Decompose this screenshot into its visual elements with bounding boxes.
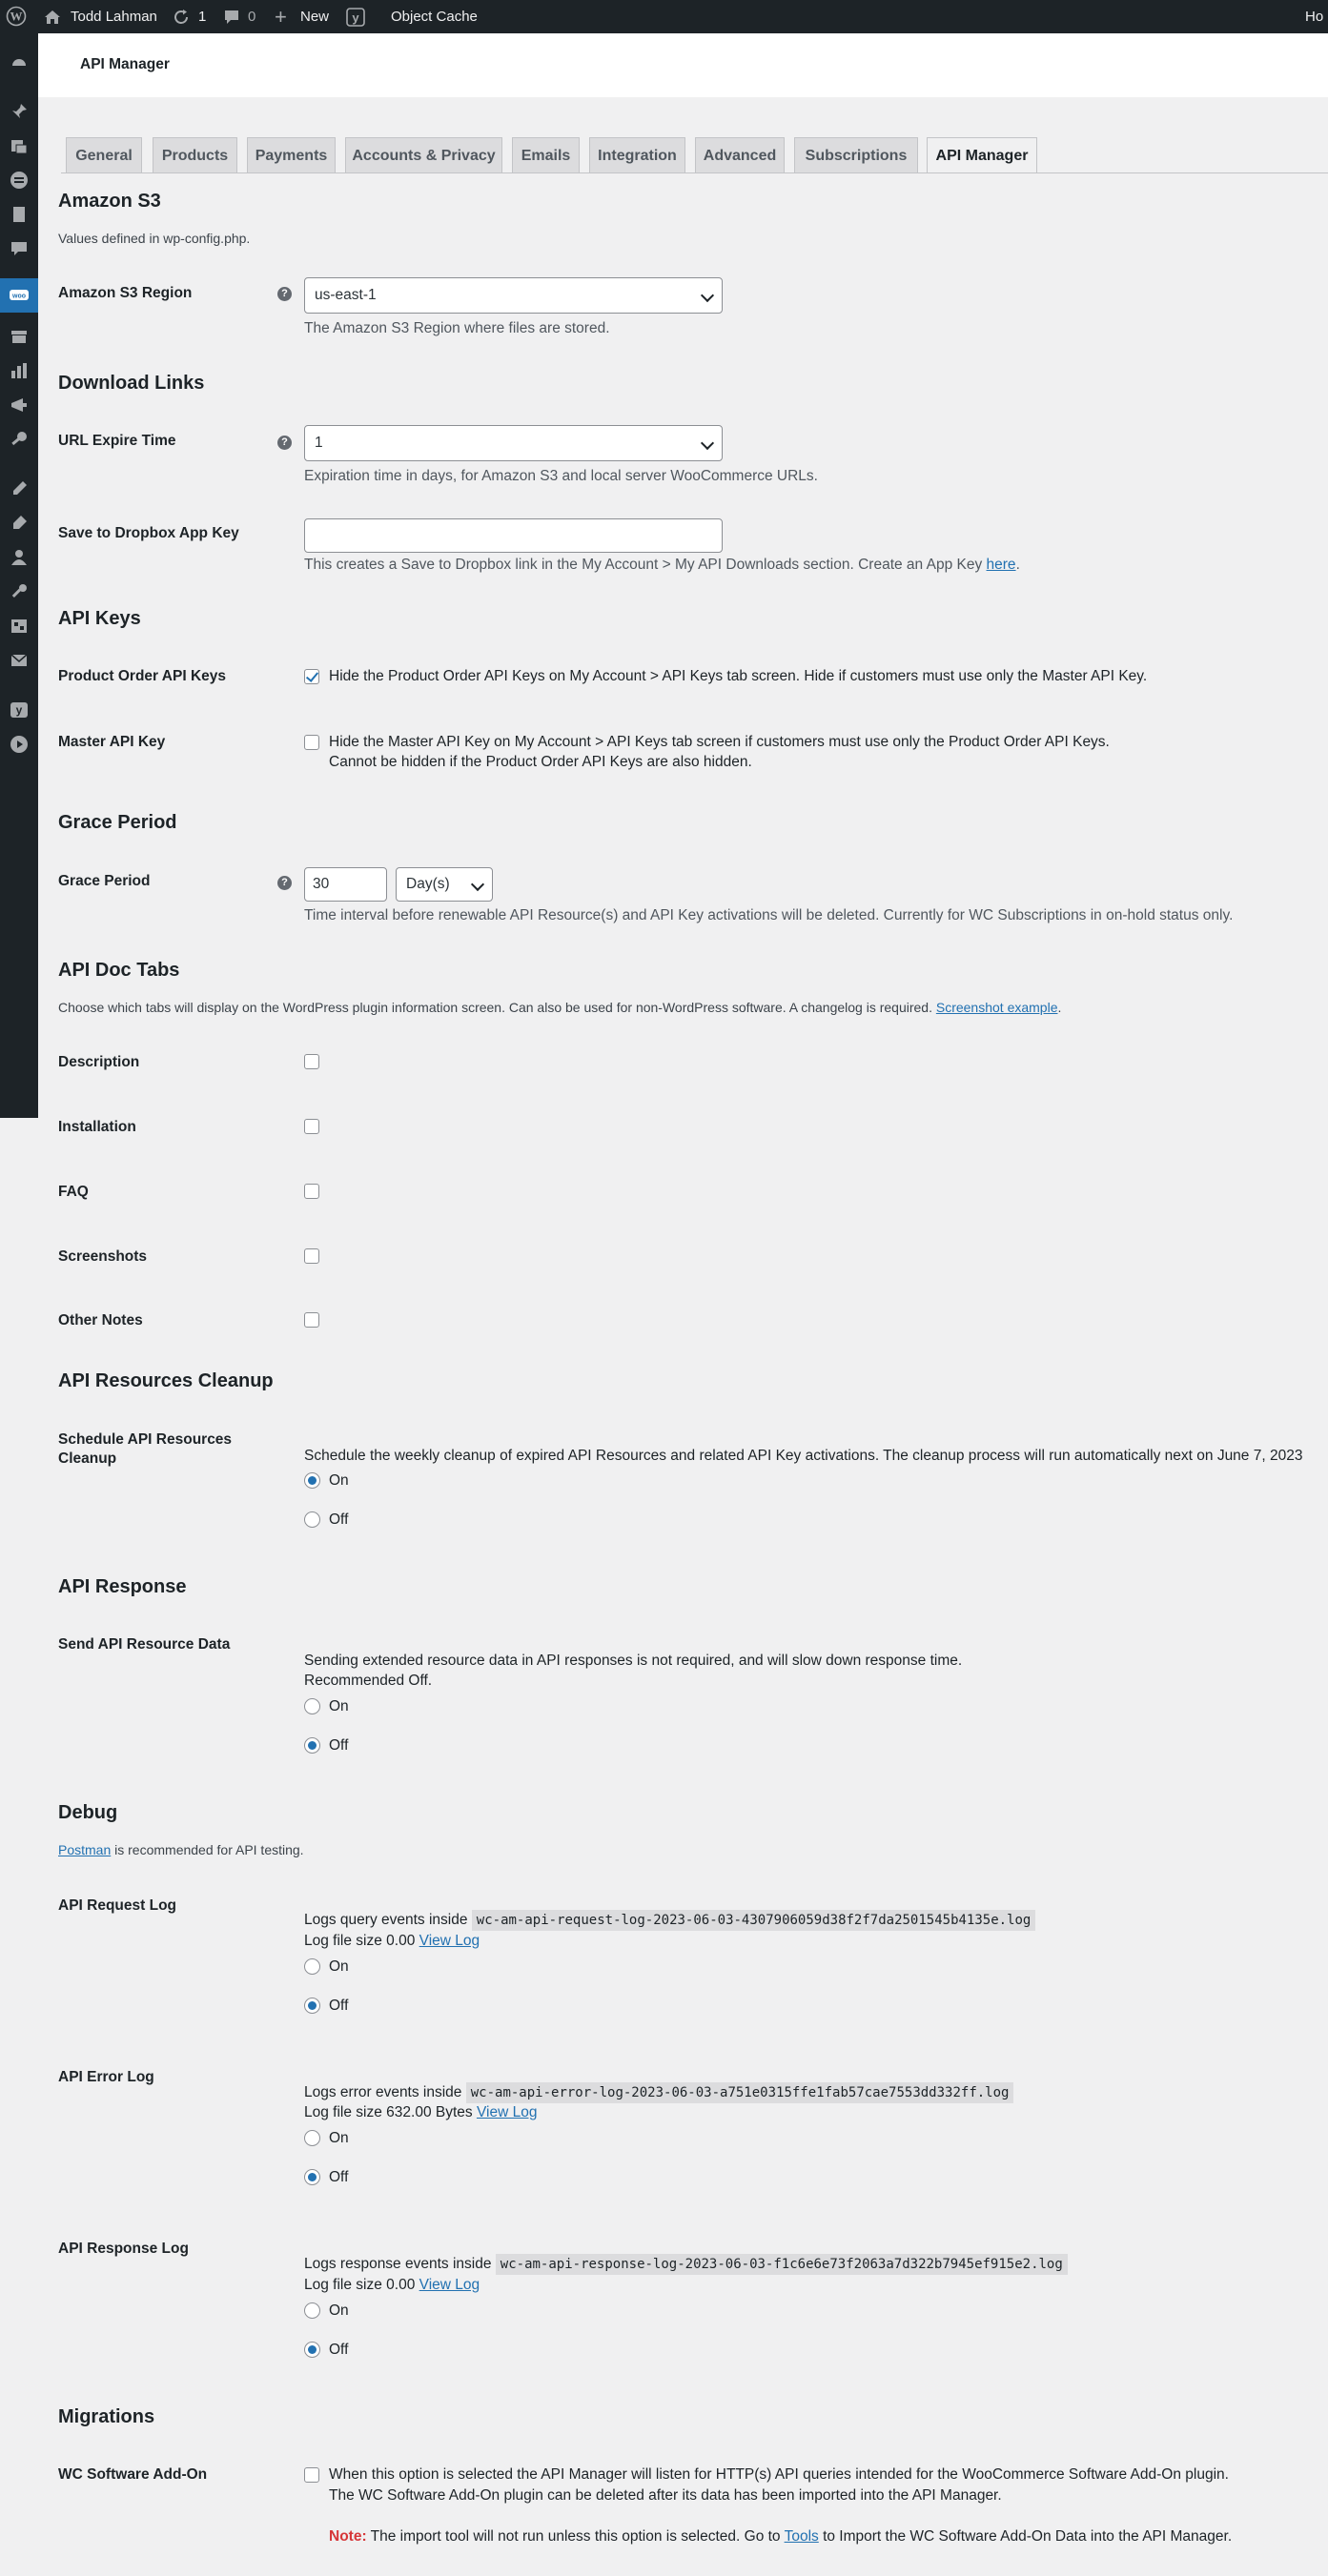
cleanup-on-radio[interactable] [304,1472,320,1489]
dropbox-app-key-label: Save to Dropbox App Key [58,525,239,541]
howdy-account-link[interactable]: Ho [1305,9,1324,25]
product-order-api-keys-description: Hide the Product Order API Keys on My Account > API Keys tab screen. Hide if customers must use only the Master API Key. [329,668,1148,684]
key-icon[interactable] [10,430,29,449]
tools-link[interactable]: Tools [784,2528,819,2545]
admin-bar [0,0,1328,33]
schedule-cleanup-label-line2: Cleanup [58,1450,117,1467]
media-icon[interactable] [10,136,29,155]
yoast-icon[interactable] [346,0,365,33]
mail-icon[interactable] [10,651,29,670]
layers-icon[interactable] [10,171,29,190]
api-request-log-prefix: Logs query events inside [304,1912,468,1928]
api-error-log-description [304,2083,1013,2102]
doc-tab-faq-checkbox[interactable] [304,1184,319,1199]
note-text-2: to Import the WC Software Add-On Data into the API Manager. [823,2528,1233,2545]
svg-text:woo: woo [12,293,26,300]
doc-tab-faq-label: FAQ [58,1184,89,1200]
note-label: Note: [329,2528,367,2545]
grace-period-input[interactable]: 30 [304,867,387,902]
api-error-log-size-text: Log file size 632.00 Bytes [304,2104,473,2120]
amazon-s3-region-select[interactable] [304,277,723,314]
api-request-log-label: API Request Log [58,1897,177,1914]
schedule-cleanup-label [58,1430,232,1469]
dropbox-description-text: This creates a Save to Dropbox link in the My Account > My API Downloads section. Create an App Key [304,557,983,573]
grace-period-description: Time interval before renewable API Resource(s) and API Key activations will be deleted. Currently for WC Subscriptions in on-hold status only. [304,907,1234,923]
debug-intro [58,1842,304,1857]
grace-period-label: Grace Period [58,873,151,889]
help-tip-icon[interactable]: ? [277,287,292,301]
doc-tab-screenshots-checkbox[interactable] [304,1248,319,1264]
chevron-down-icon [471,878,484,891]
chevron-down-icon [701,289,714,302]
home-icon[interactable] [44,0,61,33]
api-response-log-on-radio[interactable] [304,2302,320,2319]
plus-icon[interactable]: + [275,5,287,29]
amazon-s3-intro: Values defined in wp-config.php. [58,231,251,246]
api-error-log-label: API Error Log [58,2069,154,2085]
tab-general[interactable]: General [66,137,142,172]
api-response-log-filename: wc-am-api-response-log-2023-06-03-f1c6e6e73f2063a7d322b7945ef915e2.log [496,2254,1068,2275]
api-response-log-on-label[interactable]: On [329,2302,349,2319]
debug-intro-text: is recommended for API testing. [114,1842,304,1857]
amazon-s3-region-value: us-east-1 [315,287,377,303]
master-api-key-checkbox[interactable] [304,735,319,750]
api-response-on-label[interactable]: On [329,1698,349,1714]
url-expire-time-select[interactable] [304,425,723,461]
send-api-resource-data-recommendation: Recommended Off. [304,1673,433,1689]
api-request-log-on-label[interactable]: On [329,1958,349,1975]
wc-software-add-on-description-2: The WC Software Add-On plugin can be deleted after its data has been imported into the API Manager. [329,2487,1002,2504]
help-tip-icon[interactable]: ? [277,876,292,890]
url-expire-time-value: 1 [315,435,323,451]
settings-icon[interactable] [10,617,29,636]
analytics-icon[interactable] [10,361,29,380]
dashboard-icon[interactable] [10,52,29,71]
products-icon[interactable] [10,327,29,346]
dropbox-app-key-description [304,556,1020,575]
yoast-menu-icon[interactable] [10,700,29,720]
updates-icon[interactable] [173,0,190,33]
object-cache-link[interactable]: Object Cache [391,9,478,25]
api-request-log-description [304,1911,1035,1930]
tab-subscriptions[interactable]: Subscriptions [794,137,918,172]
api-request-view-log-link[interactable]: View Log [419,1933,480,1949]
api-response-on-radio[interactable] [304,1698,320,1714]
api-error-log-off-radio[interactable] [304,2169,320,2185]
api-response-view-log-link[interactable]: View Log [419,2277,480,2293]
woocommerce-icon[interactable] [10,286,29,305]
api-error-view-log-link[interactable]: View Log [476,2104,538,2120]
api-request-log-size [304,1932,480,1951]
doc-tab-description-checkbox[interactable] [304,1054,319,1069]
doc-tab-screenshots-label: Screenshots [58,1248,148,1265]
doc-tab-other-notes-checkbox[interactable] [304,1312,319,1328]
section-heading-api-response: API Response [58,1576,187,1597]
section-heading-api-resources-cleanup: API Resources Cleanup [58,1370,274,1391]
site-name-link[interactable]: Todd Lahman [71,9,157,25]
api-request-log-off-label[interactable]: Off [329,1998,349,2014]
section-heading-amazon-s3: Amazon S3 [58,191,161,212]
tab-accounts-privacy[interactable]: Accounts & Privacy [345,137,502,172]
section-heading-debug: Debug [58,1802,118,1823]
api-doc-tabs-intro-text: Choose which tabs will display on the WordPress plugin information screen. Can also be used for non-WordPress software. A changelog is required. [58,1000,932,1015]
tab-advanced[interactable]: Advanced [695,137,785,172]
users-icon[interactable] [10,548,29,567]
tab-payments[interactable]: Payments [247,137,336,172]
dropbox-here-link[interactable]: here [986,557,1016,573]
doc-tab-installation-checkbox[interactable] [304,1119,319,1134]
send-api-resource-data-description: Sending extended resource data in API responses is not required, and will slow down response time. [304,1653,963,1669]
wc-software-add-on-note [329,2527,1232,2546]
schedule-cleanup-label-line1: Schedule API Resources [58,1431,233,1448]
wc-software-add-on-checkbox[interactable] [304,2467,319,2483]
api-error-log-prefix: Logs error events inside [304,2084,462,2100]
doc-tab-installation-label: Installation [58,1119,136,1135]
api-request-log-size-text: Log file size 0.00 [304,1933,416,1949]
api-doc-tabs-intro [58,1000,1061,1015]
api-request-log-off-radio[interactable] [304,1998,320,2014]
doc-tab-description-label: Description [58,1054,140,1070]
api-response-off-label[interactable]: Off [329,1737,349,1754]
tab-divider [61,172,1328,173]
api-response-off-radio[interactable] [304,1737,320,1754]
master-api-key-description: Hide the Master API Key on My Account > API Keys tab screen if customers must use only the Product Order API Keys. [329,734,1110,750]
comments-count[interactable]: 0 [248,9,256,25]
grace-period-unit-select[interactable] [396,867,493,902]
doc-tab-other-notes-label: Other Notes [58,1312,143,1329]
note-text-1: The import tool will not run unless this option is selected. Go to [370,2528,781,2545]
amazon-s3-region-label: Amazon S3 Region [58,285,193,301]
grace-period-unit-value: Day(s) [406,876,450,892]
screenshot-example-link[interactable]: Screenshot example [935,1000,1058,1015]
plugins-icon[interactable] [10,514,29,533]
section-heading-api-doc-tabs: API Doc Tabs [58,960,180,981]
chevron-down-icon [701,436,714,450]
api-response-log-size [304,2276,480,2295]
section-heading-download-links: Download Links [58,373,205,394]
page-title: API Manager [80,56,170,72]
send-api-resource-data-label: Send API Resource Data [58,1636,231,1653]
cleanup-on-label[interactable]: On [329,1472,349,1489]
play-icon[interactable] [10,735,29,754]
api-response-log-label: API Response Log [58,2241,189,2257]
wc-software-add-on-label: WC Software Add-On [58,2466,208,2483]
marketing-icon[interactable] [10,396,29,415]
cleanup-off-label[interactable]: Off [329,1511,349,1528]
admin-side-menu [0,33,38,1118]
wc-software-add-on-description: When this option is selected the API Manager will listen for HTTP(s) API queries intended for the WooCommerce Software Add-On plugin. [329,2466,1229,2483]
svg-text:y: y [352,10,359,25]
tab-api-manager[interactable]: API Manager [927,137,1037,173]
api-request-log-filename: wc-am-api-request-log-2023-06-03-4307906059d38f2f7da2501545b4135e.log [472,1910,1036,1931]
tab-emails[interactable]: Emails [512,137,580,172]
page-header [38,33,1328,97]
api-response-log-prefix: Logs response events inside [304,2256,492,2272]
section-heading-migrations: Migrations [58,2406,155,2427]
appearance-icon[interactable] [10,479,29,498]
api-error-log-filename: wc-am-api-error-log-2023-06-03-a751e0315ffe1fab57cae7553dd332ff.log [466,2082,1014,2103]
tab-products[interactable]: Products [153,137,237,172]
new-content-link[interactable]: New [300,9,330,25]
product-order-api-keys-checkbox[interactable] [304,669,319,684]
schedule-cleanup-description: Schedule the weekly cleanup of expired API Resources and related API Key activations. The cleanup process will run automatically next on June 7, 2023 [304,1448,1303,1464]
updates-count[interactable]: 1 [198,9,207,25]
master-api-key-label: Master API Key [58,734,166,750]
pin-icon[interactable] [10,102,29,121]
dropbox-description-period: . [1015,557,1020,573]
url-expire-time-description: Expiration time in days, for Amazon S3 and local server WooCommerce URLs. [304,468,818,484]
api-response-log-size-text: Log file size 0.00 [304,2277,416,2293]
api-error-log-off-label[interactable]: Off [329,2169,349,2185]
section-heading-api-keys: API Keys [58,608,141,629]
postman-link[interactable]: Postman [58,1842,112,1857]
product-order-api-keys-label: Product Order API Keys [58,668,227,684]
cleanup-off-radio[interactable] [304,1511,320,1528]
url-expire-time-label: URL Expire Time [58,433,176,449]
svg-text:W: W [10,9,23,24]
api-response-log-off-radio[interactable] [304,2342,320,2358]
pages-icon[interactable] [10,205,29,224]
wordpress-logo-icon[interactable] [6,0,27,33]
comments-icon[interactable] [223,0,240,33]
tools-icon[interactable] [10,582,29,601]
help-tip-icon[interactable]: ? [277,436,292,450]
api-error-log-on-label[interactable]: On [329,2130,349,2146]
amazon-s3-region-description: The Amazon S3 Region where files are stored. [304,320,610,336]
api-error-log-size [304,2103,537,2122]
master-api-key-description-note: Cannot be hidden if the Product Order API Keys are also hidden. [329,754,752,770]
api-error-log-on-radio[interactable] [304,2130,320,2146]
comments-menu-icon[interactable] [10,239,29,258]
api-doc-tabs-intro-period: . [1057,1000,1062,1015]
tab-integration[interactable]: Integration [589,137,685,172]
dropbox-app-key-input[interactable] [304,518,723,553]
api-request-log-on-radio[interactable] [304,1958,320,1975]
section-heading-grace-period: Grace Period [58,812,177,833]
api-response-log-description [304,2255,1068,2274]
svg-text:y: y [15,703,23,717]
api-response-log-off-label[interactable]: Off [329,2342,349,2358]
